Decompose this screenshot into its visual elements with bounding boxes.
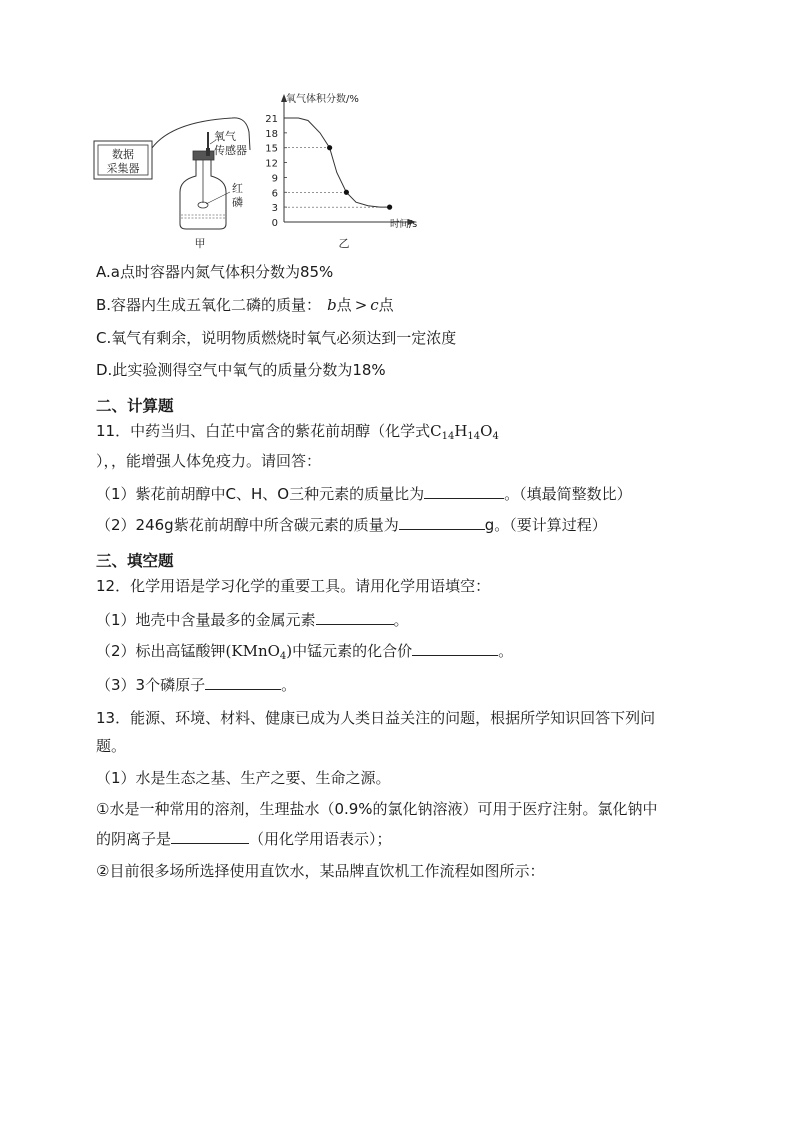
q11-stem <box>96 421 499 441</box>
oxygen-curve <box>284 118 392 207</box>
apparatus-caption: 甲 <box>194 237 206 250</box>
q11-part1: （1）紫花前胡醇中C、H、O三种元素的质量比为 。（填最简整数比） <box>96 485 632 503</box>
data-collector-label-2: 采集器 <box>106 162 140 175</box>
q13-sub2: ②目前很多场所选择使用直饮水，某品牌直饮机工作流程如图所示： <box>96 862 545 880</box>
y-tick-label: 18 <box>265 128 278 140</box>
answer-blank[interactable] <box>424 484 504 499</box>
q11-stem-cont: ），，能增强人体免疫力。请回答： <box>96 452 322 470</box>
q11-stem-text: 11．中药当归、白芷中富含的紫花前胡醇（化学式 <box>96 422 431 440</box>
stopper <box>193 151 214 160</box>
q11-part2: （2）246g紫花前胡醇中所含碳元素的质量为 g。（要计算过程） <box>96 516 607 534</box>
q12-stem: 12．化学用语是学习化学的重要工具。请用化学用语填空： <box>96 577 491 595</box>
sensor-label-1: 氧气 <box>214 130 236 143</box>
point-c-suffix: 点 <box>378 296 394 314</box>
answer-blank[interactable] <box>171 829 249 844</box>
y-tick-label: 12 <box>265 158 278 170</box>
data-point <box>327 145 332 150</box>
q11-formula: $C_{14}H_{14}O_4$ <box>430 422 499 442</box>
q13-stem-line1: 13．能源、环境、材料、健康已成为人类日益关注的问题，根据所学知识回答下列问 <box>96 709 656 727</box>
section-title-fill: 三、填空题 <box>96 552 174 570</box>
y-tick-label: 9 <box>271 173 278 185</box>
q13-part1: （1）水是生态之基、生产之要、生命之源。 <box>96 769 391 787</box>
point-c: c <box>370 296 379 314</box>
sensor-label-2: 传感器 <box>214 144 247 157</box>
option-b-text: B.容器内生成五氧化二磷的质量： <box>96 296 322 314</box>
apparatus-diagram <box>94 118 250 250</box>
point-b-suffix: 点 <box>336 296 352 314</box>
data-point <box>387 205 392 210</box>
experiment-figure <box>92 88 422 253</box>
option-c: C.氧气有剩余，说明物质燃烧时氧气必须达到一定浓度 <box>96 329 457 347</box>
data-point <box>344 190 349 195</box>
greater-than: > <box>354 296 368 314</box>
data-collector-label-1: 数据 <box>112 148 134 161</box>
x-axis-label: 时间/s <box>390 219 418 230</box>
section-title-calc: 二、计算题 <box>96 397 174 415</box>
answer-blank[interactable] <box>316 610 394 625</box>
kmno4-formula: (KMnO$_4$) <box>225 642 293 662</box>
graph-caption: 乙 <box>338 237 350 250</box>
oxygen-graph <box>265 92 417 250</box>
y-axis-label: 氧气体积分数/% <box>286 94 359 105</box>
y-tick-label: 3 <box>271 203 278 215</box>
q13-stem-line2: 题。 <box>96 737 127 755</box>
answer-blank[interactable] <box>412 641 498 656</box>
q13-sub1-line1: ①水是一种常用的溶剂，生理盐水（0.9%的氯化钠溶液）可用于医疗注射。氯化钠中 <box>96 800 658 818</box>
phosphorus-label-2: 磷 <box>232 196 243 209</box>
y-tick-label: 21 <box>265 114 278 125</box>
option-d: D.此实验测得空气中氧气的质量分数为18% <box>96 361 386 379</box>
y-tick-label: 6 <box>271 188 278 200</box>
q13-sub1-line2: 的阴离子是 （用化学用语表示）； <box>96 830 392 848</box>
answer-blank[interactable] <box>205 675 281 690</box>
phosphorus-label-1: 红 <box>232 182 243 195</box>
y-tick-label: 15 <box>265 143 278 155</box>
option-a: A.a点时容器内氮气体积分数为85% <box>96 263 334 281</box>
answer-blank[interactable] <box>399 515 485 530</box>
q12-part2: （2）标出高锰酸钾(KMnO$_4$)中锰元素的化合价 。 <box>96 642 514 662</box>
y-tick-label: 0 <box>271 218 278 229</box>
point-b: b <box>327 296 337 314</box>
q12-part1: （1）地壳中含量最多的金属元素 。 <box>96 611 409 629</box>
option-b <box>96 295 394 315</box>
q12-part3: （3）3个磷原子 。 <box>96 676 297 694</box>
